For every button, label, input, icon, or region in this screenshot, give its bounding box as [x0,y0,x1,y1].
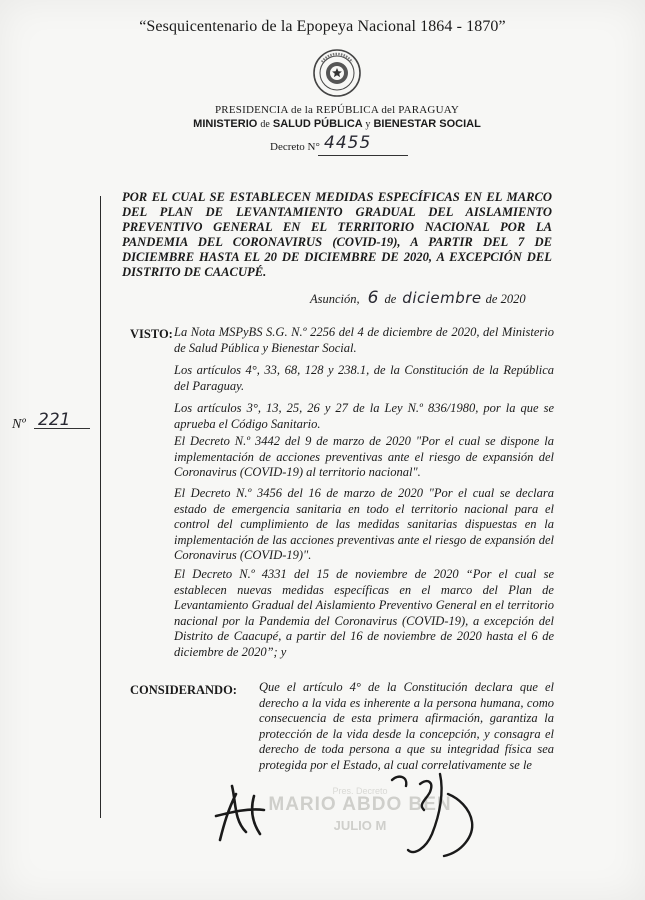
stamp-watermark: Pres. Decreto MARIO ABDO BEN JULIO M [268,786,452,833]
margin-number-label: Nº [12,417,26,432]
centennial-motto: “Sesquicentenario de la Epopeya Nacional 1864 - 1870” [139,18,506,35]
visto-paragraph: El Decreto N.º 3456 del 16 de marzo de 2020 "Por el cual se declara estado de emergencia sanitaria en todo el territorio nacional para el control del cumplimiento de las medidas sanitarias dispuestas en la implementación de las acciones preventivas ante el riesgo de expansión del Coronavirus (COVID-19)". [174,486,554,562]
presidency-heading: PRESIDENCIA de la REPÚBLICA del PARAGUAY [214,104,460,116]
decree-label: Decreto N° [270,141,320,153]
visto-paragraph: Los artículos 4°, 33, 68, 128 y 238.1, de la Constitución de la República del Paraguay. [174,363,554,393]
visto-label: VISTO: [130,327,173,341]
margin-number-handwritten: 221 [38,410,71,430]
date-month-handwritten: diciembre [402,289,482,307]
initials-signature [206,776,276,846]
visto-paragraph: El Decreto N.º 3442 del 9 de marzo de 2020 "Por el cual se dispone la implementación de acciones preventivas ante el riesgo de expansión del Coronavirus (COVID-19) al territorio nacional". [174,434,554,479]
visto-paragraph: La Nota MSPyBS S.G. N.º 2256 del 4 de diciembre de 2020, del Ministerio de Salud Pública y Bienestar Social. [174,325,554,355]
visto-paragraph: Los artículos 3°, 13, 25, 26 y 27 de la Ley N.º 836/1980, por la que se aprueba el Código Sanitario. [174,401,554,431]
visto-paragraph: El Decreto N.º 4331 del 15 de noviembre de 2020 “Por el cual se establecen nuevas medidas específicas en el marco del Plan de Levantamiento Gradual del Aislamiento Preventivo General en el territorio nacional por la Pandemia del Coronavirus (COVID-19), a excepción del Distrito de Caacupé, a partir del 16 de noviembre de 2020 hasta el 6 de diciembre de 2020”; y [174,567,554,659]
decree-date: Asunción, 6 de diciembre de 2020 [310,288,526,308]
considerando-label: CONSIDERANDO: [130,683,237,697]
left-margin-rule [100,196,101,818]
considerando-paragraph: Que el artículo 4° de la Constitución declara que el derecho a la vida es inherente a la persona humana, como consecuencia de esta primera afirmación, garantiza la protección de la vida desde la concepción, y consagra el derecho de toda persona a que su integridad física sea protegida por el Estado, al cual correlativamente se le [259,680,554,772]
decree-title: POR EL CUAL SE ESTABLECEN MEDIDAS ESPECÍFICAS EN EL MARCO DEL PLAN DE LEVANTAMIENTO GRADUAL DEL AISLAMIENTO PREVENTIVO GENERAL EN EL TERRITORIO NACIONAL POR LA PANDEMIA DEL CORONAVIRUS (COVID-19), A PARTIR DEL 7 DE DICIEMBRE HASTA EL 20 DE DICIEMBRE DE 2020, A EXCEPCIÓN DEL DISTRITO DE CAACUPÉ. [122,190,552,279]
decree-number-handwritten: 4455 [324,133,372,153]
national-seal-icon [312,48,362,98]
presidential-signature [378,764,488,864]
margin-number-underline [34,428,90,429]
ministry-heading: MINISTERIO de SALUD PÚBLICA y BIENESTAR SOCIAL [193,118,481,130]
decree-underline [318,155,408,156]
date-day-handwritten: 6 [367,288,379,308]
